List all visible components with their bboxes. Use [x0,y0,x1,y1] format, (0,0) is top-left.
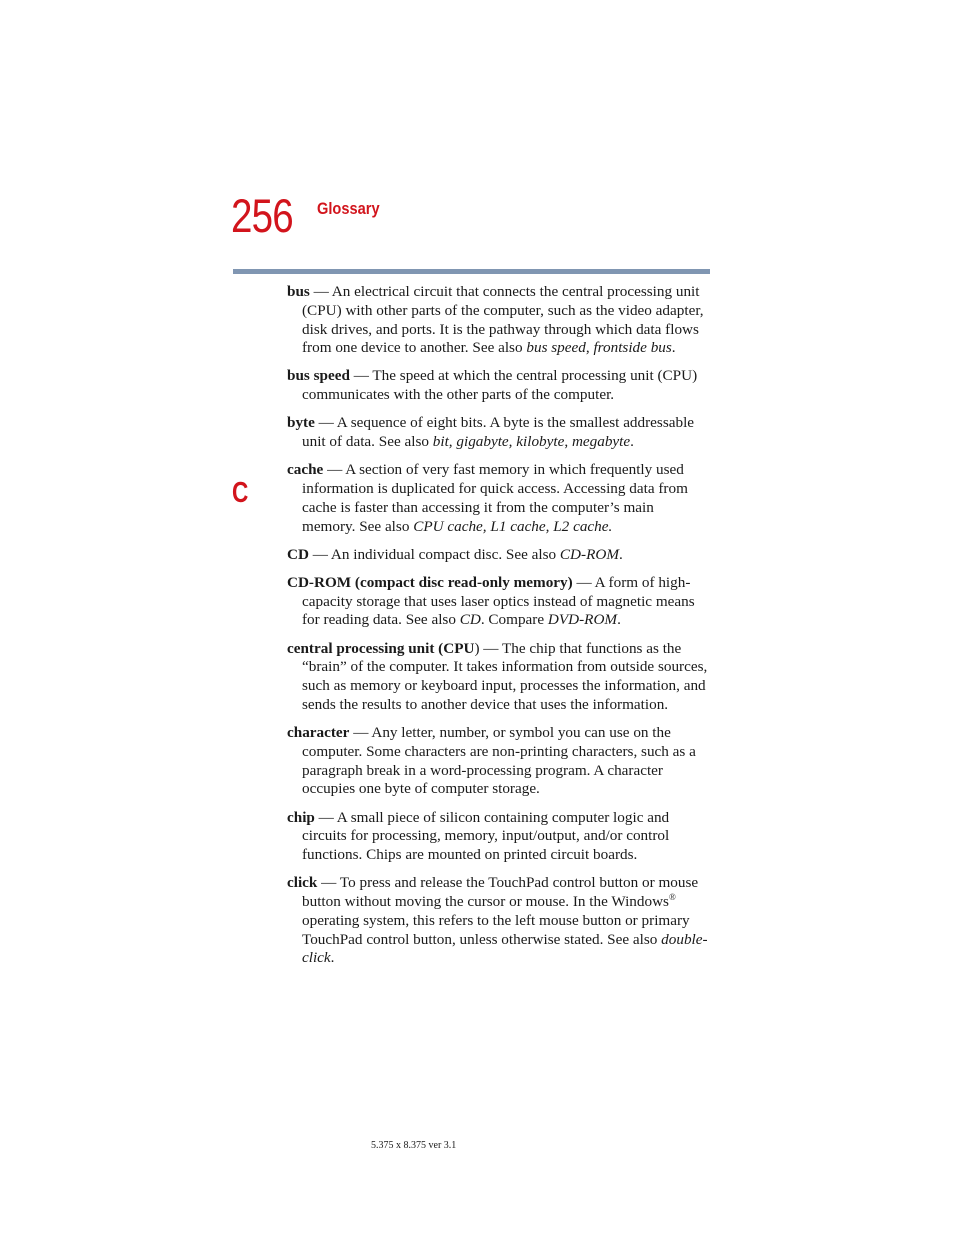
cross-reference: DVD-ROM [547,611,618,629]
cross-reference: CPU cache, L1 cache, L2 cache. [413,517,613,535]
cross-reference: double-click [302,930,708,967]
letter-marker: C [232,477,249,509]
entry-term: chip [287,808,315,826]
glossary-entry-bus-speed [287,367,709,405]
entry-definition: — Any letter, number, or symbol you can use on the computer. Some characters are non-printing characters, such as a paragraph break in a word-processing program. A character occupies one byte of computer storage. [302,724,696,798]
glossary-entry-chip [287,809,709,865]
cross-reference: CD [459,611,481,629]
cross-reference: megabyte [571,433,631,451]
glossary-entries [287,283,709,977]
glossary-entry-cd [287,546,709,565]
entry-definition: — A form of high-capacity storage that uses laser optics instead of magnetic means for reading data. See also [302,573,695,629]
page-number: 256 [231,189,293,242]
glossary-entry-cpu [287,640,709,715]
entry-term: byte [287,414,315,432]
entry-term: central processing unit (CPU [287,639,475,657]
footer-version: 5.375 x 8.375 ver 3.1 [371,1140,457,1151]
glossary-entry-cache [287,461,709,536]
glossary-entry-character [287,724,709,799]
glossary-entry-cd-rom [287,574,709,630]
entry-definition: — A small piece of silicon containing computer logic and circuits for processing, memory, input/output, and/or control functions. Chips are mounted on printed circuit boards. [302,808,670,864]
entry-definition: — An electrical circuit that connects the central processing unit (CPU) with other parts of the computer, such as the video adapter, disk drives, and ports. It is the pathway through which data flows from one device to another. See also [302,283,704,357]
punctuation: . [630,433,634,451]
entry-term: bus [287,283,310,300]
entry-term: bus speed [287,367,350,385]
punctuation: . [618,545,623,563]
entry-definition: — To press and release the TouchPad control button or mouse button without moving the cursor or mouse. In the Windows [302,874,699,910]
punctuation: . [617,611,621,629]
registered-mark: ® [668,891,676,902]
entry-definition: — The speed at which the central processing unit (CPU) communicates with the other parts of the computer. [302,367,698,404]
entry-term: character [287,724,350,742]
entry-definition: . Compare [480,611,548,629]
glossary-entry-bus [287,283,709,358]
glossary-entry-byte [287,414,709,452]
entry-term: click [287,874,318,892]
entry-definition: operating system, this refers to the left mouse button or primary TouchPad control button, unless otherwise stated. See also [302,911,690,948]
cross-reference: bus speed [526,339,586,357]
entry-definition: — A section of very fast memory in which frequently used information is duplicated for quick access. Accessing data from cache is faster than accessing it from the computer’s main memory. See also [302,461,688,535]
header-rule [233,269,710,274]
glossary-entry-click [287,874,709,968]
entry-definition: ) — The chip that functions as the “brain” of the computer. It takes information from outside sources, such as memory or keyboard input, processes the information, and sends the results to another device that uses the information. [302,639,708,713]
entry-definition: — A sequence of eight bits. A byte is the smallest addressable unit of data. See also [302,414,695,451]
punctuation: . [330,949,335,967]
cross-reference: CD-ROM [559,545,619,563]
cross-reference: frontside bus [593,339,672,357]
entry-term: CD [287,545,309,563]
separator: , [564,433,572,451]
separator: , [585,339,594,357]
section-title: Glossary [317,199,380,218]
cross-reference: bit, gigabyte, kilobyte [432,433,565,451]
entry-term: CD-ROM (compact disc read-only memory) [287,573,573,591]
entry-term: cache [287,461,324,479]
punctuation: . [671,339,676,357]
entry-definition: — An individual compact disc. See also [308,545,560,563]
